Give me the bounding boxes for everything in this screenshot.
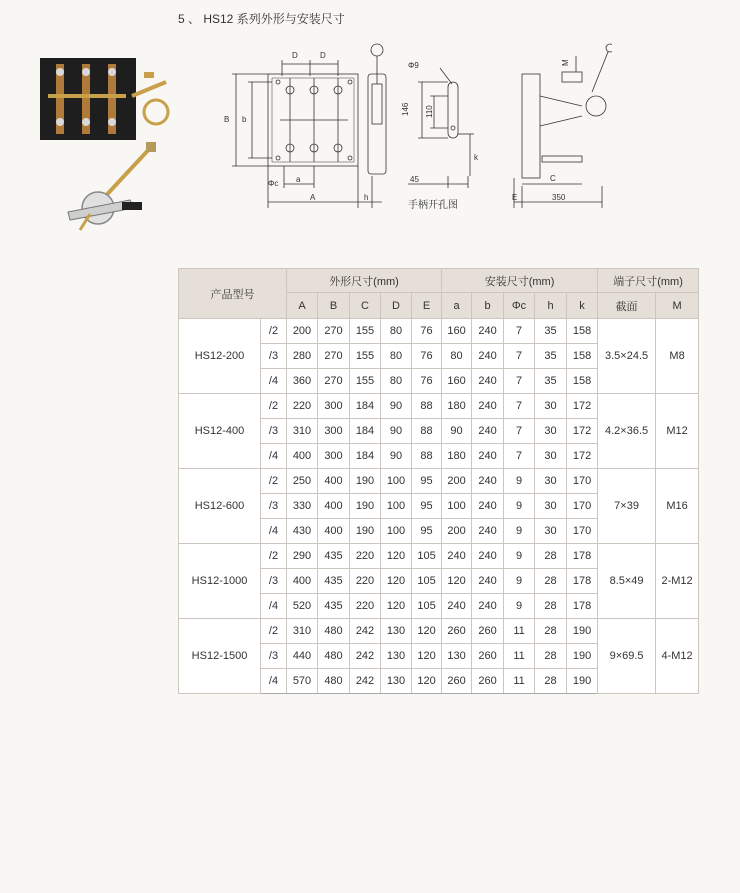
- dim-label-350: 350: [552, 193, 566, 202]
- value-cell: 130: [442, 644, 472, 669]
- value-cell: 7: [504, 444, 535, 469]
- value-cell: 220: [350, 594, 381, 619]
- dim-label-146: 146: [401, 102, 410, 116]
- value-cell: 190: [350, 494, 381, 519]
- value-cell: 158: [567, 319, 598, 344]
- value-cell: 30: [535, 394, 567, 419]
- value-cell: 260: [472, 669, 504, 694]
- value-cell: 100: [442, 494, 472, 519]
- value-cell: 280: [287, 344, 318, 369]
- value-cell: 330: [287, 494, 318, 519]
- value-cell: 28: [535, 569, 567, 594]
- value-cell: 95: [412, 469, 442, 494]
- value-cell: 170: [567, 519, 598, 544]
- model-cell: HS12-1500: [179, 619, 261, 694]
- header-install: 安装尺寸(mm): [442, 269, 598, 293]
- table-row: [179, 469, 699, 494]
- value-cell: 120: [442, 569, 472, 594]
- dim-label-phi-c: Φc: [268, 179, 279, 188]
- section-cell: 3.5×24.5: [598, 319, 656, 394]
- value-cell: 190: [350, 469, 381, 494]
- value-cell: 260: [472, 644, 504, 669]
- dim-label-d1: D: [292, 51, 298, 60]
- value-cell: 30: [535, 519, 567, 544]
- pole-cell: /2: [261, 544, 287, 569]
- value-cell: 9: [504, 594, 535, 619]
- pole-cell: /4: [261, 369, 287, 394]
- dim-label-b-upper: B: [224, 115, 230, 124]
- value-cell: 30: [535, 444, 567, 469]
- value-cell: 240: [472, 344, 504, 369]
- value-cell: 220: [350, 569, 381, 594]
- value-cell: 172: [567, 394, 598, 419]
- value-cell: 400: [287, 444, 318, 469]
- value-cell: 440: [287, 644, 318, 669]
- value-cell: 80: [381, 319, 412, 344]
- pole-cell: /4: [261, 444, 287, 469]
- pole-cell: /4: [261, 519, 287, 544]
- value-cell: 155: [350, 319, 381, 344]
- value-cell: 570: [287, 669, 318, 694]
- value-cell: 220: [287, 394, 318, 419]
- value-cell: 80: [442, 344, 472, 369]
- thread-cell: 4-M12: [656, 619, 699, 694]
- value-cell: 200: [287, 319, 318, 344]
- value-cell: 242: [350, 669, 381, 694]
- value-cell: 240: [472, 494, 504, 519]
- pole-cell: /4: [261, 594, 287, 619]
- value-cell: 120: [381, 569, 412, 594]
- value-cell: 30: [535, 494, 567, 519]
- value-cell: 11: [504, 644, 535, 669]
- value-cell: 435: [318, 569, 350, 594]
- value-cell: 240: [472, 569, 504, 594]
- value-cell: 95: [412, 494, 442, 519]
- pole-cell: /2: [261, 469, 287, 494]
- value-cell: 270: [318, 344, 350, 369]
- value-cell: 310: [287, 419, 318, 444]
- value-cell: 120: [381, 544, 412, 569]
- thread-cell: M8: [656, 319, 699, 394]
- dimension-drawing: [222, 36, 612, 216]
- dimension-table: [178, 268, 699, 694]
- value-cell: 400: [318, 519, 350, 544]
- value-cell: 242: [350, 619, 381, 644]
- value-cell: 260: [442, 619, 472, 644]
- dim-label-m: M: [561, 59, 570, 66]
- value-cell: 170: [567, 494, 598, 519]
- value-cell: 240: [472, 469, 504, 494]
- model-cell: HS12-1000: [179, 544, 261, 619]
- pole-cell: /2: [261, 619, 287, 644]
- value-cell: 480: [318, 644, 350, 669]
- table-row: [179, 544, 699, 569]
- value-cell: 400: [318, 469, 350, 494]
- value-cell: 76: [412, 344, 442, 369]
- value-cell: 200: [442, 519, 472, 544]
- value-cell: 260: [442, 669, 472, 694]
- value-cell: 90: [381, 419, 412, 444]
- value-cell: 240: [472, 394, 504, 419]
- value-cell: 100: [381, 469, 412, 494]
- value-cell: 30: [535, 469, 567, 494]
- value-cell: 30: [535, 419, 567, 444]
- header-col: B: [318, 293, 350, 319]
- value-cell: 430: [287, 519, 318, 544]
- header-col: 截面: [598, 293, 656, 319]
- model-cell: HS12-600: [179, 469, 261, 544]
- section-title: 5 、 HS12 系列外形与安装尺寸: [178, 12, 345, 26]
- value-cell: 120: [412, 644, 442, 669]
- value-cell: 90: [442, 419, 472, 444]
- value-cell: 35: [535, 319, 567, 344]
- value-cell: 80: [381, 369, 412, 394]
- dim-label-h: h: [364, 193, 369, 202]
- table-row: [179, 394, 699, 419]
- value-cell: 130: [381, 669, 412, 694]
- value-cell: 400: [287, 569, 318, 594]
- value-cell: 240: [472, 544, 504, 569]
- value-cell: 130: [381, 619, 412, 644]
- dim-label-e: E: [512, 193, 518, 202]
- value-cell: 240: [472, 594, 504, 619]
- value-cell: 28: [535, 644, 567, 669]
- value-cell: 435: [318, 544, 350, 569]
- section-cell: 9×69.5: [598, 619, 656, 694]
- value-cell: 9: [504, 569, 535, 594]
- dim-label-b-lower: b: [242, 115, 247, 124]
- value-cell: 520: [287, 594, 318, 619]
- header-model: 产品型号: [179, 269, 287, 319]
- value-cell: 240: [472, 519, 504, 544]
- value-cell: 7: [504, 369, 535, 394]
- dim-label-110: 110: [425, 105, 434, 118]
- pole-cell: /3: [261, 344, 287, 369]
- pole-cell: /4: [261, 669, 287, 694]
- value-cell: 190: [350, 519, 381, 544]
- value-cell: 270: [318, 369, 350, 394]
- value-cell: 360: [287, 369, 318, 394]
- handle-photo: [60, 142, 158, 234]
- value-cell: 240: [472, 419, 504, 444]
- value-cell: 28: [535, 619, 567, 644]
- value-cell: 190: [567, 669, 598, 694]
- value-cell: 80: [381, 344, 412, 369]
- dim-label-45: 45: [410, 175, 419, 184]
- header-col: b: [472, 293, 504, 319]
- dim-label-d2: D: [320, 51, 326, 60]
- hole-pattern-caption: 手柄开孔图: [408, 200, 458, 211]
- section-cell: 7×39: [598, 469, 656, 544]
- switch-photo: [36, 54, 176, 146]
- value-cell: 160: [442, 319, 472, 344]
- value-cell: 158: [567, 344, 598, 369]
- value-cell: 28: [535, 544, 567, 569]
- value-cell: 480: [318, 669, 350, 694]
- header-terminal: 端子尺寸(mm): [598, 269, 699, 293]
- value-cell: 240: [472, 369, 504, 394]
- section-cell: 4.2×36.5: [598, 394, 656, 469]
- value-cell: 170: [567, 469, 598, 494]
- value-cell: 7: [504, 419, 535, 444]
- value-cell: 190: [567, 619, 598, 644]
- value-cell: 260: [472, 619, 504, 644]
- value-cell: 100: [381, 494, 412, 519]
- value-cell: 178: [567, 594, 598, 619]
- pole-cell: /3: [261, 569, 287, 594]
- model-cell: HS12-400: [179, 394, 261, 469]
- value-cell: 172: [567, 444, 598, 469]
- table-row: [179, 619, 699, 644]
- pole-cell: /3: [261, 419, 287, 444]
- value-cell: 7: [504, 394, 535, 419]
- pole-cell: /3: [261, 494, 287, 519]
- value-cell: 90: [381, 444, 412, 469]
- value-cell: 158: [567, 369, 598, 394]
- value-cell: 300: [318, 419, 350, 444]
- value-cell: 105: [412, 594, 442, 619]
- value-cell: 9: [504, 469, 535, 494]
- value-cell: 190: [567, 644, 598, 669]
- value-cell: 11: [504, 669, 535, 694]
- value-cell: 9: [504, 494, 535, 519]
- dim-label-a-upper: A: [310, 193, 316, 202]
- value-cell: 130: [381, 644, 412, 669]
- value-cell: 105: [412, 569, 442, 594]
- section-cell: 8.5×49: [598, 544, 656, 619]
- value-cell: 35: [535, 344, 567, 369]
- thread-cell: 2-M12: [656, 544, 699, 619]
- table-body: [179, 319, 699, 694]
- value-cell: 290: [287, 544, 318, 569]
- value-cell: 88: [412, 419, 442, 444]
- value-cell: 28: [535, 594, 567, 619]
- value-cell: 240: [472, 444, 504, 469]
- value-cell: 200: [442, 469, 472, 494]
- value-cell: 120: [381, 594, 412, 619]
- value-cell: 100: [381, 519, 412, 544]
- value-cell: 35: [535, 369, 567, 394]
- value-cell: 220: [350, 544, 381, 569]
- value-cell: 300: [318, 444, 350, 469]
- value-cell: 9: [504, 519, 535, 544]
- thread-cell: M12: [656, 394, 699, 469]
- value-cell: 240: [442, 544, 472, 569]
- value-cell: 240: [472, 319, 504, 344]
- table-row: [179, 319, 699, 344]
- value-cell: 88: [412, 394, 442, 419]
- dim-label-a: a: [296, 175, 301, 184]
- dim-label-k: k: [474, 153, 478, 162]
- value-cell: 76: [412, 369, 442, 394]
- header-col: E: [412, 293, 442, 319]
- header-col: a: [442, 293, 472, 319]
- value-cell: 178: [567, 569, 598, 594]
- header-col: D: [381, 293, 412, 319]
- value-cell: 105: [412, 544, 442, 569]
- header-col: A: [287, 293, 318, 319]
- dim-label-phi9: Φ9: [408, 61, 419, 70]
- value-cell: 9: [504, 544, 535, 569]
- value-cell: 160: [442, 369, 472, 394]
- header-col: C: [350, 293, 381, 319]
- header-col: k: [567, 293, 598, 319]
- value-cell: 184: [350, 394, 381, 419]
- value-cell: 88: [412, 444, 442, 469]
- value-cell: 270: [318, 319, 350, 344]
- value-cell: 180: [442, 394, 472, 419]
- pole-cell: /2: [261, 319, 287, 344]
- value-cell: 435: [318, 594, 350, 619]
- value-cell: 11: [504, 619, 535, 644]
- value-cell: 242: [350, 644, 381, 669]
- value-cell: 90: [381, 394, 412, 419]
- value-cell: 480: [318, 619, 350, 644]
- pole-cell: /3: [261, 644, 287, 669]
- value-cell: 250: [287, 469, 318, 494]
- header-outline: 外形尺寸(mm): [287, 269, 442, 293]
- thread-cell: M16: [656, 469, 699, 544]
- value-cell: 7: [504, 319, 535, 344]
- header-col: Φc: [504, 293, 535, 319]
- value-cell: 155: [350, 344, 381, 369]
- value-cell: 28: [535, 669, 567, 694]
- value-cell: 76: [412, 319, 442, 344]
- value-cell: 172: [567, 419, 598, 444]
- model-cell: HS12-200: [179, 319, 261, 394]
- value-cell: 310: [287, 619, 318, 644]
- value-cell: 155: [350, 369, 381, 394]
- value-cell: 180: [442, 444, 472, 469]
- value-cell: 400: [318, 494, 350, 519]
- value-cell: 120: [412, 669, 442, 694]
- value-cell: 95: [412, 519, 442, 544]
- value-cell: 184: [350, 419, 381, 444]
- dim-label-c: C: [550, 174, 556, 183]
- header-col: h: [535, 293, 567, 319]
- header-col: M: [656, 293, 699, 319]
- value-cell: 240: [442, 594, 472, 619]
- value-cell: 120: [412, 619, 442, 644]
- value-cell: 300: [318, 394, 350, 419]
- value-cell: 178: [567, 544, 598, 569]
- pole-cell: /2: [261, 394, 287, 419]
- value-cell: 184: [350, 444, 381, 469]
- value-cell: 7: [504, 344, 535, 369]
